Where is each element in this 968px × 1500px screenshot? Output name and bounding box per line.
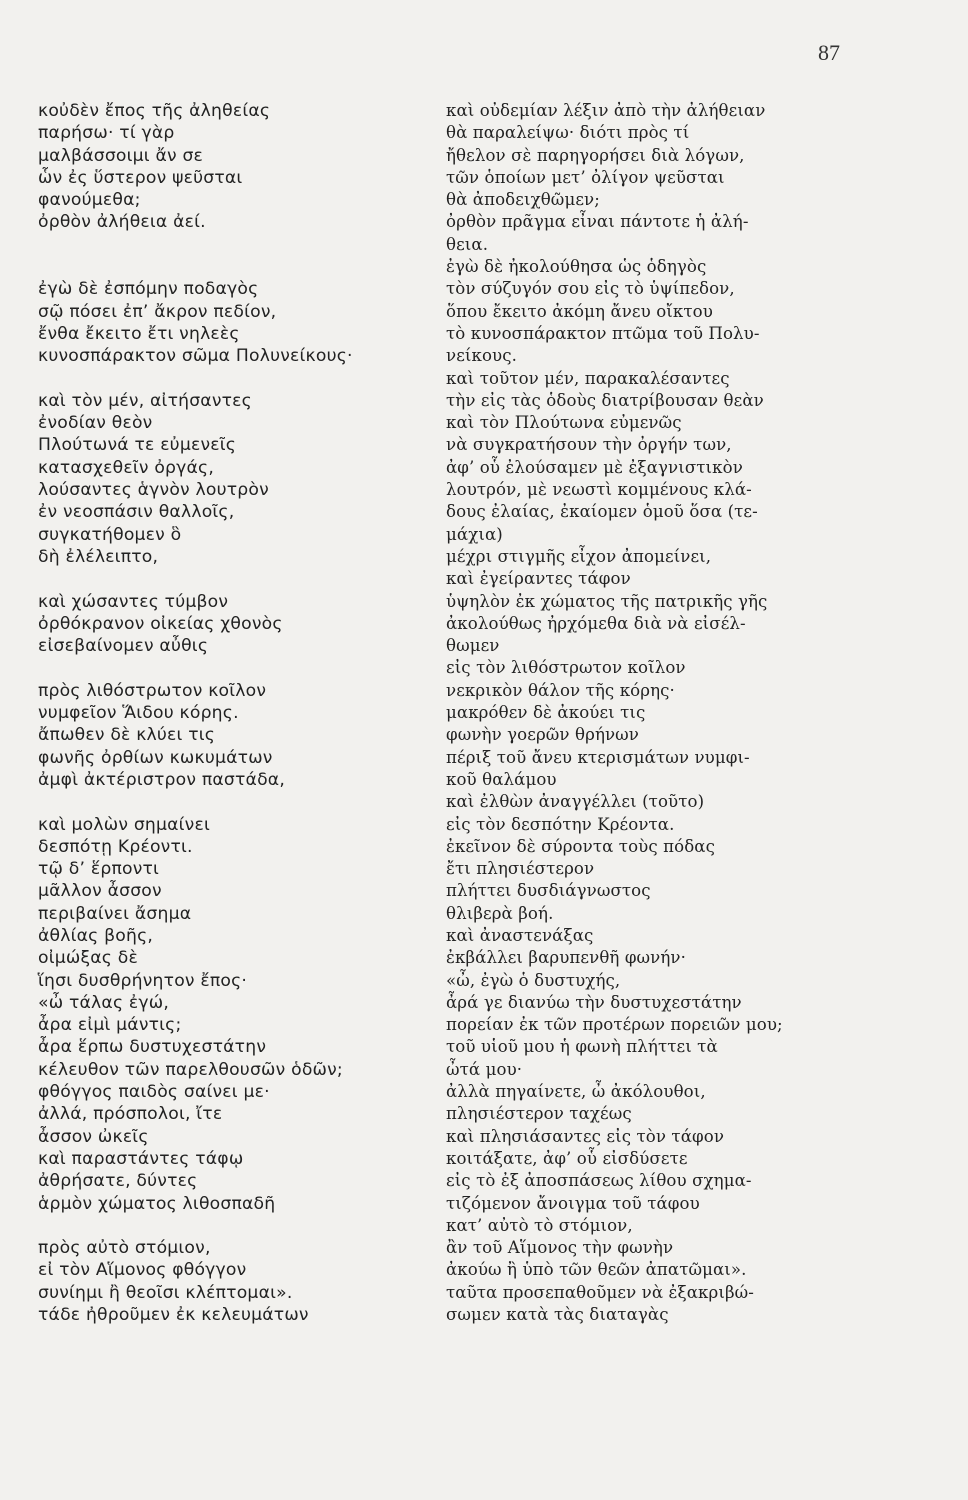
verse-line: λούσαντες ἁγνὸν λουτρὸν: [38, 480, 269, 501]
verse-line: θὰ παραλείψω· διότι πρὸς τί: [446, 123, 690, 143]
verse-line: φθόγγος παιδὸς σαίνει με·: [38, 1082, 270, 1103]
verse-line: ὀρθόκρανον οἰκείας χθονὸς: [38, 613, 283, 634]
verse-line: πέριξ τοῦ ἄνευ κτερισμάτων νυμφι-: [446, 747, 750, 767]
verse-line: ἀκολούθως ἠρχόμεθα διὰ νὰ εἰσέλ-: [446, 613, 746, 633]
page-number: 87: [818, 40, 840, 65]
verse-line: νεκρικὸν θάλον τῆς κόρης·: [446, 680, 675, 700]
verse-line: πλήττει δυσδιάγνωστος: [446, 881, 651, 901]
verse-line: περιβαίνει ἄσημα: [38, 903, 192, 924]
verse-line: νείκους.: [446, 346, 518, 366]
verse-line: μέχρι στιγμῆς εἶχον ἀπομείνει,: [446, 546, 712, 566]
verse-line: καὶ μολὼν σημαίνει: [38, 814, 210, 835]
verse-line: εἰς τὸν λιθόστρωτον κοῖλον: [446, 658, 686, 678]
verse-line: παρήσω· τί γὰρ: [38, 123, 175, 144]
verse-line: καὶ παραστάντες τάφῳ: [38, 1148, 244, 1169]
verse-line: ὀρθὸν πρᾶγμα εἶναι πάντοτε ἡ ἀλή-: [446, 212, 749, 232]
verse-line: ἐκβάλλει βαρυπενθῆ φωνήν·: [446, 948, 686, 968]
verse-line: θλιβερὰ βοή.: [446, 903, 554, 923]
verse-line: μαλβάσσοιμι ἄν σε: [38, 145, 204, 166]
verse-line: καὶ τοῦτον μέν, παρακαλέσαντες: [446, 368, 730, 388]
verse-line: ἀθρήσατε, δύντες: [38, 1171, 198, 1192]
verse-line: καὶ χώσαντες τύμβον: [38, 591, 229, 612]
verse-line: εἰ τὸν Αἵμονος φθόγγον: [38, 1260, 247, 1281]
verse-line: ἐκεῖνον δὲ σύροντα τοὺς πόδας: [446, 836, 716, 856]
verse-line: ὑψηλὸν ἐκ χώματος τῆς πατρικῆς γῆς: [446, 591, 768, 611]
modern-greek-translation-column: [446, 100, 862, 1326]
verse-line: ἵησι δυσθρήνητον ἔπος·: [38, 970, 248, 991]
verse-line: ἀφ’ οὗ ἐλούσαμεν μὲ ἐξαγνιστικὸν: [446, 457, 743, 477]
greek-original-column: [38, 100, 438, 1326]
verse-line: ἐγὼ δὲ ἠκολούθησα ὡς ὁδηγὸς: [446, 257, 707, 277]
verse-line: ἀμφὶ ἀκτέριστρον παστάδα,: [38, 769, 285, 790]
verse-line: ἀκούω ἢ ὑπὸ τῶν θεῶν ἀπατῶμαι».: [446, 1260, 747, 1280]
verse-line: μάχια): [446, 524, 503, 544]
verse-line: πρὸς αὐτὸ στόμιον,: [38, 1238, 211, 1259]
verse-line: θεια.: [446, 234, 489, 254]
verse-line: συγκατήθομεν ὃ: [38, 524, 182, 545]
verse-line: εἰς τὸν δεσπότην Κρέοντα.: [446, 814, 675, 834]
verse-line: ἐν νεοσπάσιν θαλλοῖς,: [38, 502, 235, 523]
verse-line: σωμεν κατὰ τὰς διαταγὰς: [446, 1305, 669, 1325]
stanza: [38, 278, 438, 367]
verse-line: δεσπότῃ Κρέοντι.: [38, 836, 193, 857]
verse-line: καὶ πλησιάσαντες εἰς τὸν τάφον: [446, 1126, 725, 1146]
verse-line: σῷ πόσει ἐπ’ ἄκρον πεδίον,: [38, 301, 277, 322]
verse-line: ἔνθα ἔκειτο ἔτι νηλεὲς: [38, 323, 240, 344]
stanza: [446, 368, 862, 658]
verse-line: θὰ ἀποδειχθῶμεν;: [446, 190, 600, 210]
stanza: [446, 791, 862, 1326]
verse-line: τὴν εἰς τὰς ὁδοὺς διατρίβουσαν θεὰν: [446, 390, 764, 410]
verse-line: καὶ ἐλθὼν ἀναγγέλλει (τοῦτο): [446, 792, 705, 812]
stanza: [38, 591, 438, 658]
verse-line: ὦτά μου·: [446, 1059, 523, 1079]
verse-line: κοῦ θαλάμου: [446, 769, 557, 789]
verse-line: νὰ συγκρατήσουν τὴν ὀργήν των,: [446, 435, 732, 455]
verse-line: κατασχεθεῖν ὀργάς,: [38, 457, 215, 478]
verse-line: τῷ δ’ ἕρποντι: [38, 859, 160, 880]
verse-line: κοιτάξατε, ἀφ’ οὗ εἰσδύσετε: [446, 1148, 688, 1168]
stanza: [38, 814, 438, 1215]
stanza: [38, 1237, 438, 1326]
stanza: [38, 100, 438, 234]
verse-line: τὸ κυνοσπάρακτον πτῶμα τοῦ Πολυ-: [446, 323, 760, 343]
verse-line: ὅπου ἔκειτο ἀκόμη ἄνευ οἴκτου: [446, 301, 713, 321]
verse-line: ἆρα εἰμὶ μάντις;: [38, 1015, 182, 1036]
stanza: [446, 657, 862, 791]
verse-line: πλησιέστερον ταχέως: [446, 1104, 632, 1124]
verse-line: ἀλλά, πρόσπολοι, ἴτε: [38, 1104, 223, 1125]
verse-line: φωνὴν γοερῶν θρήνων: [446, 725, 639, 745]
verse-line: κυνοσπάρακτον σῶμα Πολυνείκους·: [38, 346, 353, 367]
verse-line: ἂν τοῦ Αἵμονος τὴν φωνὴν: [446, 1238, 674, 1258]
verse-line: τοῦ υἱοῦ μου ἡ φωνὴ πλήττει τὰ: [446, 1037, 718, 1057]
verse-line: ἄπωθεν δὲ κλύει τις: [38, 725, 216, 746]
verse-line: κέλευθον τῶν παρελθουσῶν ὁδῶν;: [38, 1059, 343, 1080]
stanza: [446, 256, 862, 367]
verse-line: ἆρα ἕρπω δυστυχεστάτην: [38, 1037, 267, 1058]
verse-line: καὶ ἀναστενάξας: [446, 925, 594, 945]
verse-line: οἰμώξας δὲ: [38, 948, 138, 969]
verse-line: ἤθελον σὲ παρηγορήσει διὰ λόγων,: [446, 145, 745, 165]
verse-line: λουτρόν, μὲ νεωστὶ κομμένους κλά-: [446, 480, 752, 500]
verse-line: ὀρθὸν ἀλήθεια ἀεί.: [38, 212, 206, 233]
verse-line: καὶ τὸν μέν, αἰτήσαντες: [38, 390, 252, 411]
verse-line: συνίημι ἢ θεοῖσι κλέπτομαι».: [38, 1282, 293, 1303]
verse-line: «ὦ, ἐγὼ ὁ δυστυχής,: [446, 970, 621, 990]
verse-line: εἰσεβαίνομεν αὖθις: [38, 636, 209, 657]
verse-line: θωμεν: [446, 636, 500, 656]
verse-line: τῶν ὁποίων μετ’ ὀλίγον ψεῦσται: [446, 167, 725, 187]
verse-line: κοὐδὲν ἔπος τῆς ἀληθείας: [38, 101, 271, 121]
verse-line: τάδε ἠθροῦμεν ἐκ κελευμάτων: [38, 1305, 309, 1326]
verse-line: ὧν ἐς ὕστερον ψεῦσται: [38, 167, 243, 188]
verse-line: φανούμεθα;: [38, 190, 141, 211]
verse-line: φωνῆς ὀρθίων κωκυμάτων: [38, 747, 273, 768]
verse-line: δὴ ἐλέλειπτο,: [38, 546, 159, 567]
verse-line: δους ἐλαίας, ἐκαίομεν ὁμοῦ ὅσα (τε-: [446, 502, 758, 522]
verse-line: καὶ ἐγείραντες τάφον: [446, 569, 631, 589]
verse-line: ἆρά γε διανύω τὴν δυστυχεστάτην: [446, 992, 742, 1012]
verse-line: ἐνοδίαν θεὸν: [38, 413, 153, 434]
verse-line: τὸν σύζυγόν σου εἰς τὸ ὑψίπεδον,: [446, 279, 735, 299]
verse-line: νυμφεῖον Ἅιδου κόρης.: [38, 703, 239, 724]
verse-line: καὶ τὸν Πλούτωνα εὐμενῶς: [446, 413, 682, 433]
verse-line: ταῦτα προσεπαθοῦμεν νὰ ἐξακριβώ-: [446, 1282, 755, 1302]
stanza: [38, 390, 438, 568]
verse-line: «ὦ τάλας ἐγώ,: [38, 992, 170, 1013]
verse-line: ἔτι πλησιέστερον: [446, 859, 595, 879]
verse-line: πορείαν ἐκ τῶν προτέρων πορειῶν μου;: [446, 1015, 783, 1035]
verse-line: κατ’ αὐτὸ τὸ στόμιον,: [446, 1215, 633, 1235]
verse-line: εἰς τὸ ἐξ ἀποσπάσεως λίθου σχημα-: [446, 1171, 752, 1191]
verse-line: Πλούτωνά τε εὐμενεῖς: [38, 435, 237, 456]
verse-line: ἀθλίας βοῆς,: [38, 925, 154, 946]
verse-line: μᾶλλον ἆσσον: [38, 881, 162, 902]
verse-line: ἁρμὸν χώματος λιθοσπαδῆ: [38, 1193, 276, 1214]
verse-line: ἀλλὰ πηγαίνετε, ὦ ἀκόλουθοι,: [446, 1082, 706, 1102]
stanza: [446, 100, 862, 256]
verse-line: πρὸς λιθόστρωτον κοῖλον: [38, 680, 267, 701]
verse-line: τιζόμενον ἄνοιγμα τοῦ τάφου: [446, 1193, 700, 1213]
verse-line: καὶ οὐδεμίαν λέξιν ἀπὸ τὴν ἀλήθειαν: [446, 101, 766, 120]
verse-line: ἐγὼ δὲ ἐσπόμην ποδαγὸς: [38, 279, 259, 300]
verse-line: μακρόθεν δὲ ἀκούει τις: [446, 703, 646, 723]
stanza: [38, 680, 438, 791]
verse-line: ἆσσον ὠκεῖς: [38, 1126, 149, 1147]
